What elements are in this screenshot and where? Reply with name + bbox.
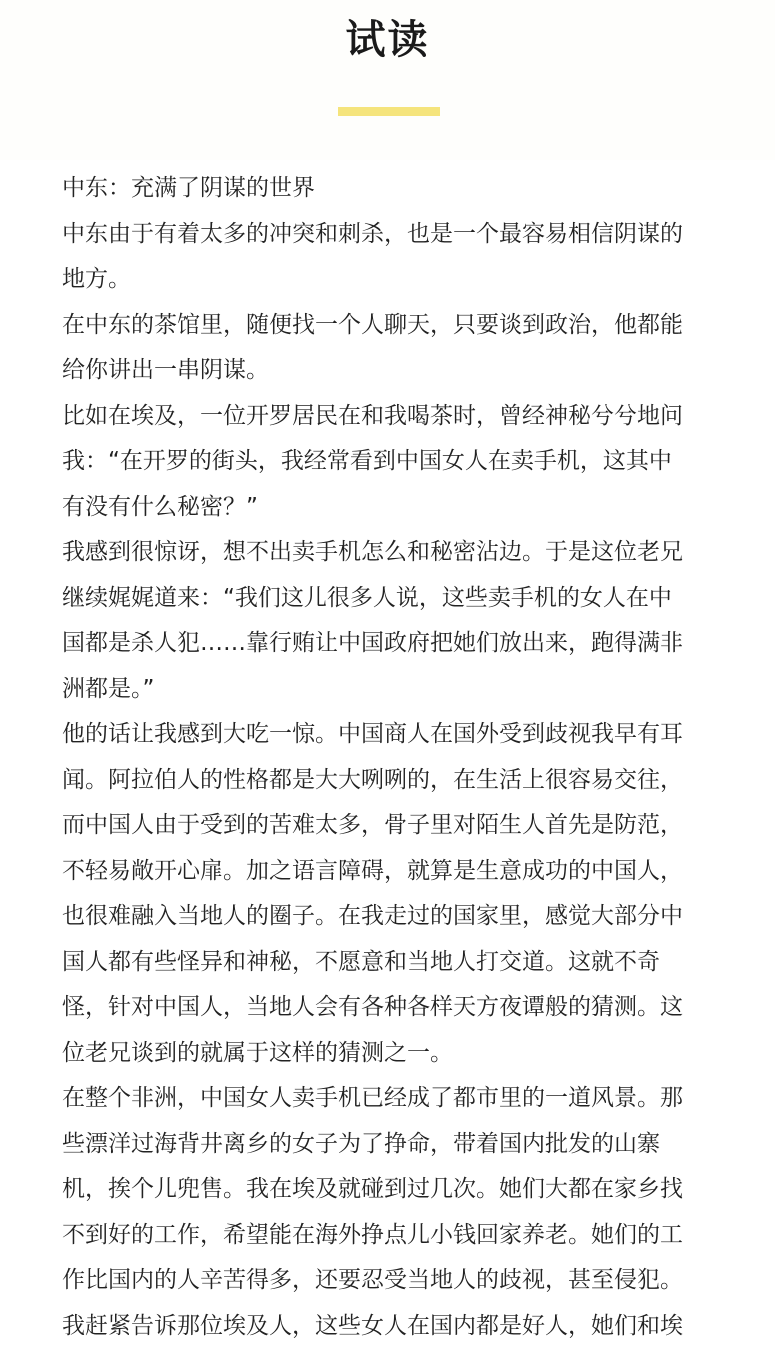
article-line: 位老兄谈到的就属于这样的猜测之一。 <box>62 1031 722 1077</box>
article-line: 国都是杀人犯……靠行贿让中国政府把她们放出来，跑得满非 <box>62 621 722 667</box>
article-line: 我感到很惊讶，想不出卖手机怎么和秘密沾边。于是这位老兄 <box>62 530 722 576</box>
article-line: 在中东的茶馆里，随便找一个人聊天，只要谈到政治，他都能 <box>62 303 722 349</box>
article-line: 比如在埃及，一位开罗居民在和我喝茶时，曾经神秘兮兮地问 <box>62 394 722 440</box>
article-line: 他的话让我感到大吃一惊。中国商人在国外受到歧视我早有耳 <box>62 712 722 758</box>
article-line: 在整个非洲，中国女人卖手机已经成了都市里的一道风景。那 <box>62 1076 722 1122</box>
article-line: 中东由于有着太多的冲突和刺杀，也是一个最容易相信阴谋的 <box>62 212 722 258</box>
article-line: 我：“在开罗的街头，我经常看到中国女人在卖手机，这其中 <box>62 439 722 485</box>
article-line: 不轻易敞开心扉。加之语言障碍，就算是生意成功的中国人， <box>62 849 722 895</box>
article-line: 有没有什么秘密？” <box>62 485 722 531</box>
article-line: 作比国内的人辛苦得多，还要忍受当地人的歧视，甚至侵犯。 <box>62 1258 722 1304</box>
article-line: 国人都有些怪异和神秘，不愿意和当地人打交道。这就不奇 <box>62 940 722 986</box>
page-title: 试读 <box>0 12 775 68</box>
article-line: 而中国人由于受到的苦难太多，骨子里对陌生人首先是防范， <box>62 803 722 849</box>
article-line: 机，挨个儿兜售。我在埃及就碰到过几次。她们大都在家乡找 <box>62 1167 722 1213</box>
header <box>0 0 775 160</box>
article-line: 不到好的工作，希望能在海外挣点儿小钱回家养老。她们的工 <box>62 1213 722 1259</box>
article-line: 些漂洋过海背井离乡的女子为了挣命，带着国内批发的山寨 <box>62 1122 722 1168</box>
article-line: 洲都是。” <box>62 667 722 713</box>
article-line: 我赶紧告诉那位埃及人，这些女人在国内都是好人，她们和埃 <box>62 1304 722 1349</box>
article-line: 继续娓娓道来：“我们这儿很多人说，这些卖手机的女人在中 <box>62 576 722 622</box>
article-line: 怪，针对中国人，当地人会有各种各样天方夜谭般的猜测。这 <box>62 985 722 1031</box>
article-heading: 中东：充满了阴谋的世界 <box>62 166 722 212</box>
article-body <box>62 166 722 1349</box>
article-line: 闻。阿拉伯人的性格都是大大咧咧的，在生活上很容易交往， <box>62 758 722 804</box>
title-underline-bar <box>338 107 440 116</box>
article-line: 给你讲出一串阴谋。 <box>62 348 722 394</box>
article-line: 地方。 <box>62 257 722 303</box>
article-line: 也很难融入当地人的圈子。在我走过的国家里，感觉大部分中 <box>62 894 722 940</box>
